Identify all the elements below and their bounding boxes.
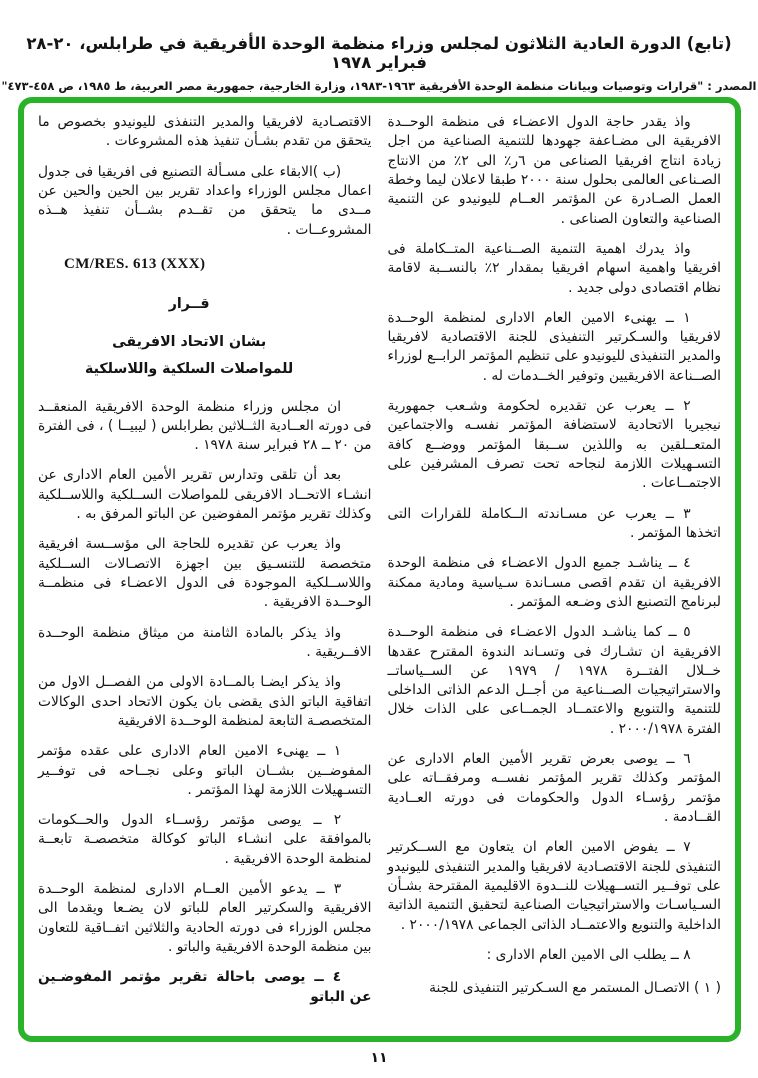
- green-border-frame: [18, 97, 741, 1042]
- preamble-paragraph: ان مجلس وزراء منظمة الوحدة الافريقية المنعقــد فى دورته العــادية الثــلاثين بطرابلس ( ليبيــا ) ، فى الفترة من ٢٠ ــ ٢٨ فبراير سنة ١٩٧٨ .: [38, 398, 372, 454]
- sub-item-1: ( ١ ) الاتصـال المستمر مع السـكرتير التنفيذى للجنة: [429, 980, 721, 997]
- resolution-heading: قــرار: [168, 295, 210, 312]
- continuation-paragraph: الاقتصـادية لافريقيا والمدير التنفذى لليونيدو بخصوص ما يتحقق من تقدم بشـأن تنفيذ هذه المشروعات .: [38, 114, 372, 150]
- source-citation: المصدر : "قرارات وتوصيات وبيانات منظمة الوحدة الأفريقية ١٩٦٣-١٩٨٣، وزارة الخارجية، جمهورية مصر العربية، ط ١٩٨٥، ص ٤٥٨-٤٧٣": [1, 79, 757, 93]
- resolution-item-2: ٢ ــ يعرب عن تقديره لحكومة وشـعب جمهورية نيجيريا الاتحادية لاستضافة المؤتمر نفسـه والاجتماعين المتعــلقين به واللذين ســبقا المؤتمر ووضــع كافة التسـهيلات اللازمة لنجاحه تحت تصرف المشرفين على الاجتمــاعات .: [387, 398, 721, 492]
- paragraph: واذ يقدر حاجة الدول الاعضـاء فى منظمة الوحــدة الافريقية الى مضـاعفة جهودها للتنمية الصناعية من اجل زيادة انتاج افريقيا الصناعى من ٦ر٪ الى ٢٪ من الانتاج الصـناعى العالمى بحلول سنة ٢٠٠٠ طبقا لاعلان ليما وخطة العمل الصـادرة عن المؤتمر العــام لليونيدو عن التنمية الصناعية والتعاون الصناعى .: [387, 114, 721, 227]
- paragraph: واذ يدرك اهمية التنمية الصــناعية المتــكاملة فى افريقيا واهمية اسهام افريقيا بمقدار ٢٪ بالنســبة لاقامة نظام اقتصادى دولى جديد .: [387, 240, 721, 296]
- resolution-item-1: ١ ــ يهنىء الامين العام الادارى لمنظمة الوحــدة لافريقيا والسـكرتير التنفيذى للجنة الاقتصادية لافريقيا والمدير التنفيذى لليونيدو على تنظيم المؤتمر الرابــع لوزراء الصــناعة الافريقيين وتوفير الخــدمات له .: [387, 309, 721, 384]
- resolution-item-5: ٥ ــ كما يناشـد الدول الاعضـاء فى منظمة الوحــدة الافريقية ان تشـارك فى وتسـاند الندوة المقترح عقدها خــلال الفتــرة ١٩٧٨ / ١٩٧٩ عن الســياساتــ والاستراتيجيات الصــناعية من أجــل الدعم الذاتى الداخلى للتنمية والتنويع والاعتمــاد الجمــاعى على الذات خلال الفترة ٢٠٠٠/١٩٧٨ .: [387, 624, 721, 737]
- session-title: (تابع) الدورة العادية الثلاثون لمجلس وزراء منظمة الوحدة الأفريقية في طرابلس، ٢٠-٢٨ فبراير ١٩٧٨: [26, 34, 732, 72]
- resolution-subject-line-2: للمواصلات السلكية واللاسلكية: [85, 360, 294, 377]
- preamble-paragraph: واذ يذكر ايضـا بالمــادة الاولى من الفصــل الاول من اتفاقية الباتو الذى يقضى بان يكون الاتحاد احدى الوكالات المتخصصـة التابعة لمنظمة الوحــدة الافريقية: [38, 674, 372, 729]
- preamble-paragraph: واذ يذكر بالمادة الثامنة من ميثاق منظمة الوحــدة الافــريقية .: [38, 624, 372, 660]
- sub-item-b: (ب )الابقاء على مسـألة التصنيع فى افريقيا فى جدول اعمال مجلس الوزراء واعداد تقرير بين الحين والحين عن مــدى ما يتحقق من تقــدم بشــأن تنفيذ هــذه المشروعــات .: [38, 163, 372, 238]
- resolution-subject-line-1: بشان الاتحاد الافريقى: [112, 333, 267, 350]
- page-number: ١١: [370, 1050, 388, 1066]
- left-text-column: [38, 113, 372, 1030]
- right-text-column: [388, 113, 722, 1030]
- preamble-paragraph: بعد أن تلقى وتدارس تقرير الأمين العام الادارى عن انشـاء الاتحــاد الافريقى للمواصلات الســلكية واللاســلكية وكذلك تقرير مؤتمر المفوضين عن الباتو المرفق به .: [38, 467, 372, 523]
- resolution-item-1: ١ ــ يهنىء الامين العام الادارى على عقده مؤتمر المفوضــين بشــان الباتو وعلى نجــاحه فى توفــير التسـهيلات اللازمة لهذا المؤتمر .: [38, 743, 372, 798]
- resolution-item-6: ٦ ــ يوصى بعرض تقرير الأمين العام الادارى عن المؤتمر وكذلك تقرير المؤتمر نفســه ومرفقــاته على مؤتمر رؤسـاء الدول والحكومات فى دورته العــادية القــادمة .: [387, 751, 721, 825]
- page-header: [0, 0, 758, 93]
- resolution-item-3: ٣ ــ يعرب عن مسـاندته الــكاملة للقرارات التى اتخذها المؤتمر .: [387, 505, 721, 541]
- resolution-item-3: ٣ ــ يدعو الأمين العــام الادارى لمنظمة الوحــدة الافريقية والسكرتير العام للباتو لان يضـعا ويقدما الى مجلس الوزراء فى دورته الحادية والثلاثين اتفــاقية للتعاون بين منظمة الوحدة الافريقية والباتو .: [38, 881, 372, 955]
- resolution-item-4: ٤ ــ يناشـد جميع الدول الاعضـاء فى منظمة الوحدة الافريقية ان تقدم اقصى مسـاندة سـياسية ومادية ممكنة لبرنامج التصنيع الذى وضـعه المؤتمر .: [387, 555, 721, 610]
- resolution-code: CM/RES. 613 (XXX): [64, 255, 206, 272]
- preamble-paragraph: واذ يعرب عن تقديره للحاجة الى مؤســسة افريقية متخصصة للتنسـيق بين اجهزة الاتصـالات الســلكية واللاســلكية الموجودة فى الدول الاعضـاء فى منظمــة الوحــدة الافريقية .: [38, 536, 372, 611]
- two-column-layout: [38, 113, 721, 1030]
- resolution-item-7: ٧ ــ يفوض الامين العام ان يتعاون مع الســكرتير التنفيذى للجنة الاقتصـادية لافريقيا والمدير التنفيذى لليونيدو على توفــير التســهيلات للنــدوة الاقليمية المقترحة بشـأن السـياسـات والاستراتيجيات الصناعية لتحقيق التنمية الذاتية الداخلية والتنويع والاعتمــاد الذاتى الجماعى ٢٠٠٠/١٩٧٨ .: [387, 839, 721, 933]
- resolution-item-8: ٨ ــ يطلب الى الامين العام الادارى :: [486, 946, 691, 963]
- resolution-item-2: ٢ ــ يوصى مؤتمر رؤســاء الدول والحــكومات بالموافقة على انشـاء الباتو كوكالة متخصصـة تابعــة لمنظمة الوحدة الافريقية .: [38, 812, 372, 867]
- resolution-item-4: ٤ ــ يوصى باحالة تقرير مؤتمر المفوضـين عن الباتو: [38, 969, 372, 1005]
